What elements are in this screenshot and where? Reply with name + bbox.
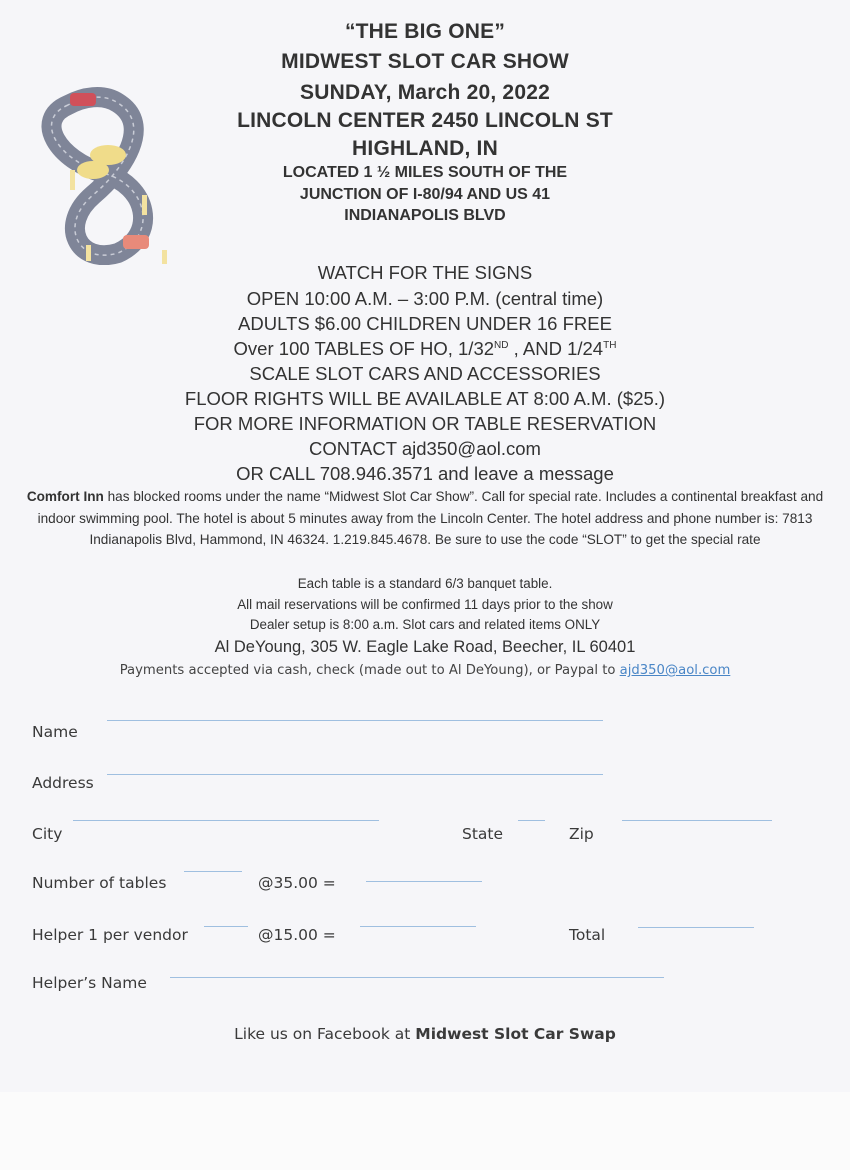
payment-line (0, 663, 850, 678)
helper-amount-field[interactable] (360, 926, 476, 927)
facebook-line (0, 1025, 850, 1043)
address-field[interactable] (107, 774, 603, 775)
location-line-1: LOCATED 1 ½ MILES SOUTH OF THE (282, 164, 568, 181)
scale-accessories: SCALE SLOT CARS AND ACCESSORIES (249, 363, 601, 384)
tables-scales (0, 338, 850, 360)
tables-count-field[interactable] (184, 871, 242, 872)
payment-text: Payments accepted via cash, check (made out to Al DeYoung), or Paypal to (119, 663, 620, 678)
helper-name-field[interactable] (170, 977, 664, 978)
note-table-size: Each table is a standard 6/3 banquet table. (297, 576, 553, 591)
event-city: HIGHLAND, IN (352, 137, 498, 160)
floor-rights: FLOOR RIGHTS WILL BE AVAILABLE AT 8:00 A.M. ($25.) (184, 388, 666, 409)
note-confirmation: All mail reservations will be confirmed 11 days prior to the show (237, 597, 613, 612)
contact-email: CONTACT ajd350@aol.com (309, 438, 541, 459)
mail-address: Al DeYoung, 305 W. Eagle Lake Road, Beecher, IL 60401 (214, 638, 636, 656)
zip-field[interactable] (622, 820, 772, 821)
tables-price-label: @35.00 = (258, 874, 336, 892)
event-name: MIDWEST SLOT CAR SHOW (281, 50, 569, 73)
scan-bottom-margin (0, 1092, 850, 1170)
state-label: State (462, 825, 504, 843)
helper-name-label: Helper’s Name (32, 974, 147, 992)
paypal-email-link[interactable]: ajd350@aol.com (619, 663, 731, 678)
title-the-big-one: “THE BIG ONE” (344, 20, 506, 43)
tables-text-1: Over 100 TABLES OF HO, 1/32 (233, 338, 495, 359)
city-field[interactable] (73, 820, 379, 821)
total-field[interactable] (638, 927, 754, 928)
tables-amount-field[interactable] (366, 881, 482, 882)
hotel-paragraph (25, 486, 825, 551)
hours: OPEN 10:00 A.M. – 3:00 P.M. (central time) (246, 288, 604, 309)
event-venue: LINCOLN CENTER 2450 LINCOLN ST (237, 109, 613, 132)
name-field[interactable] (107, 720, 603, 721)
facebook-text: Like us on Facebook at (234, 1025, 416, 1043)
tables-label: Number of tables (32, 874, 167, 892)
location-line-2: JUNCTION OF I-80/94 AND US 41 (299, 186, 551, 203)
hotel-text: has blocked rooms under the name “Midwest Slot Car Show”. Call for special rate. Includes a continental breakfast and indoor swimming pool. The hotel is about 5 minutes away from the Lincoln Center. The hotel address and phone number is: 7813 Indianapolis Blvd, Hammond, IN 46324. 1.219.845.4678. Be sure to use the code “SLOT” to get the special rate (37, 489, 824, 547)
tables-text-2: , AND 1/24 (508, 338, 604, 359)
watch-signs: WATCH FOR THE SIGNS (317, 262, 533, 283)
address-label: Address (32, 774, 94, 792)
facebook-page-name: Midwest Slot Car Swap (415, 1025, 616, 1043)
admission: ADULTS $6.00 CHILDREN UNDER 16 FREE (238, 313, 612, 334)
note-dealer-setup: Dealer setup is 8:00 a.m. Slot cars and related items ONLY (249, 617, 601, 632)
helper-price-label: @15.00 = (258, 926, 336, 944)
helper-label: Helper 1 per vendor (32, 926, 188, 944)
state-field[interactable] (518, 820, 545, 821)
name-label: Name (32, 723, 78, 741)
sup-nd: ND (494, 339, 509, 351)
location-line-3: INDIANAPOLIS BLVD (344, 207, 506, 224)
zip-label: Zip (569, 825, 594, 843)
helper-count-field[interactable] (204, 926, 248, 927)
sup-th: TH (603, 339, 617, 351)
more-info: FOR MORE INFORMATION OR TABLE RESERVATION (193, 413, 657, 434)
event-date: SUNDAY, March 20, 2022 (300, 81, 550, 104)
city-label: City (32, 825, 63, 843)
hotel-name: Comfort Inn (26, 489, 104, 504)
total-label: Total (569, 926, 606, 944)
call-phone: OR CALL 708.946.3571 and leave a message (236, 463, 614, 484)
